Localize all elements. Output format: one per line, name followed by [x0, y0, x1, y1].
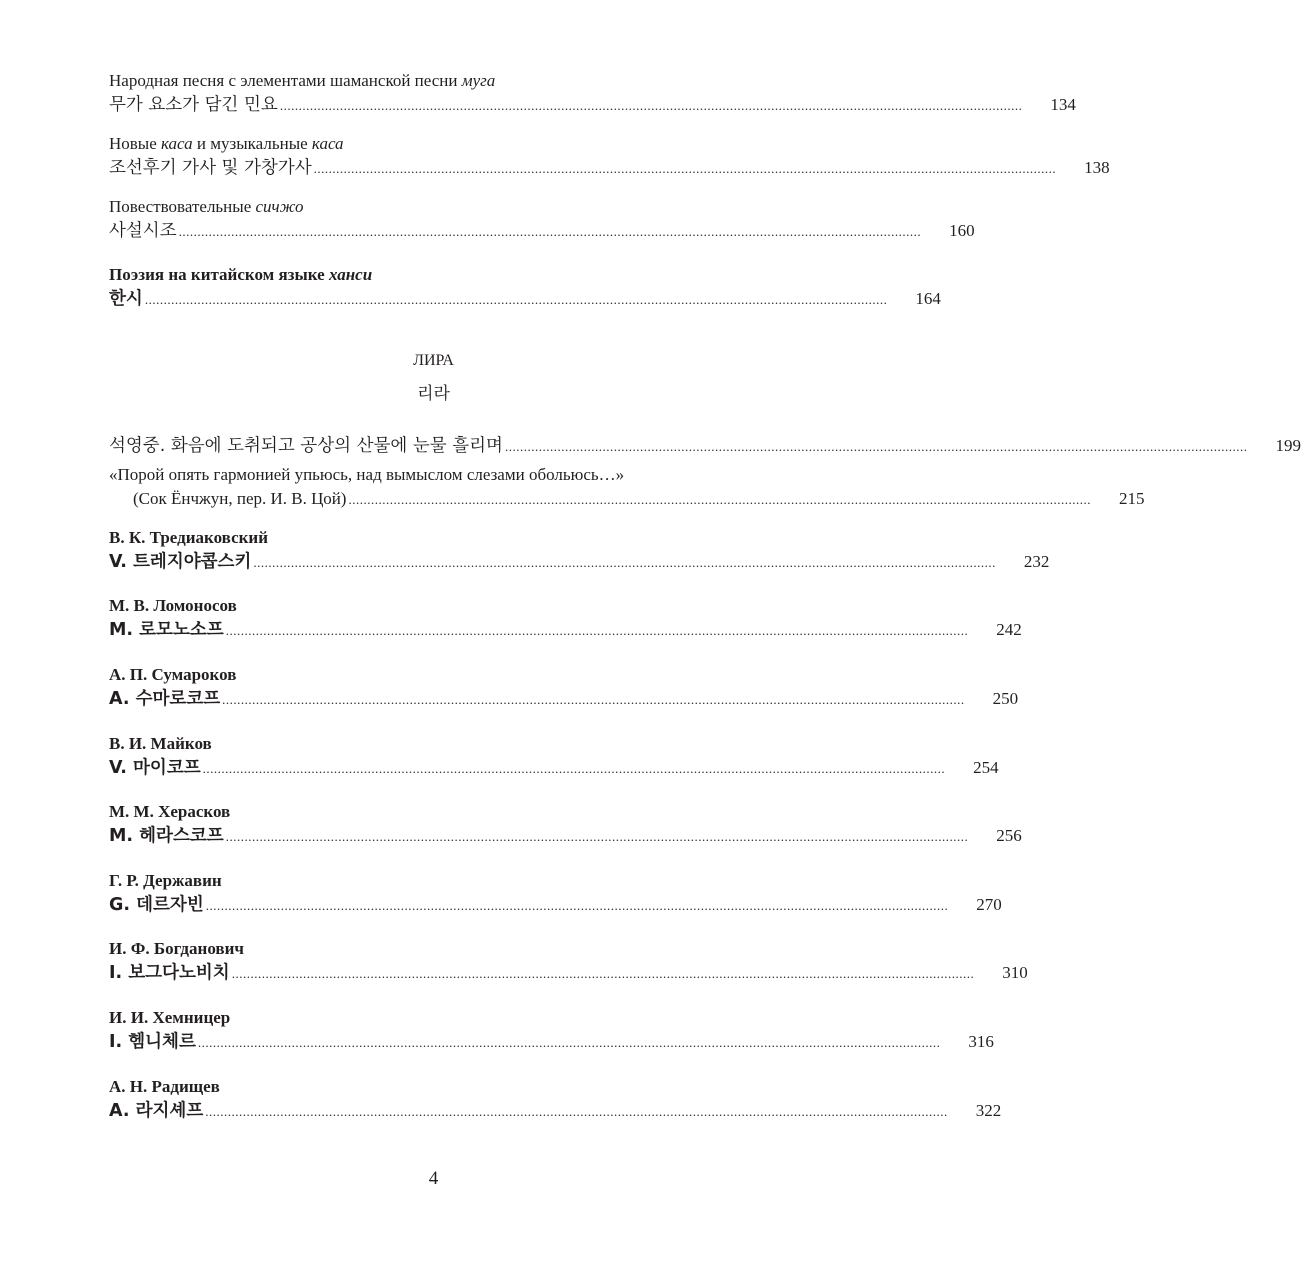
page-number: 164 [915, 289, 941, 308]
page-number: 160 [949, 221, 975, 240]
author-entry [109, 594, 1022, 642]
page-number: 256 [996, 826, 1022, 845]
page-number: 270 [976, 895, 1002, 914]
dot-leader: ...................................................................................................................................................................................................... [348, 492, 1091, 507]
author-ko-name: I. 헴니체르 [109, 1032, 196, 1052]
author-ko-name: I. 보그다노비치 [109, 963, 230, 983]
section-title-ru: ЛИРА [413, 352, 454, 369]
dot-leader: ...................................................................................................................................................................................................... [253, 555, 996, 570]
entry-ko-title: 사설시조 [109, 221, 177, 241]
page-number: 134 [1050, 95, 1076, 114]
page-number: 250 [992, 689, 1019, 708]
dot-leader: ...................................................................................................................................................................................................... [225, 623, 969, 638]
author-entry [109, 1006, 994, 1054]
section-title-ko: 리라 [417, 384, 450, 404]
toc-entry [109, 263, 941, 311]
entry-ko-title: 조선후기 가사 및 가창가사 [109, 158, 312, 178]
author-ru-name: И. Ф. Богданович [109, 939, 244, 958]
toc-entry [109, 132, 1110, 180]
dot-leader: ...................................................................................................................................................................................................... [197, 1035, 941, 1050]
entry-ko-line[interactable] [109, 93, 1076, 117]
dot-leader: ...................................................................................................................................................................................................... [178, 224, 922, 239]
author-ko-line[interactable] [109, 756, 999, 780]
entry-ru-title: Новые каса и музыкальные каса [109, 134, 344, 153]
author-ko-name: V. 트레지야콥스키 [109, 552, 252, 572]
entry-ru-title: Повествовательные сичжо [109, 197, 304, 216]
entry-ru-title: «Порой опять гармонией упьюсь, над вымыслом слезами обольюсь…» [109, 465, 625, 484]
author-ko-line[interactable] [109, 687, 1019, 711]
dot-leader: ...................................................................................................................................................................................................... [225, 829, 969, 844]
dot-leader: ...................................................................................................................................................................................................... [202, 761, 946, 776]
entry-ko-title: 석영중. 화음에 도취되고 공상의 산물에 눈물 흘리며 [109, 436, 503, 456]
page-number: 316 [968, 1032, 994, 1051]
author-entry [109, 526, 1050, 574]
dot-leader: ...................................................................................................................................................................................................... [205, 898, 949, 913]
author-ko-line[interactable] [109, 1030, 994, 1054]
author-ru-name: В. К. Тредиаковский [109, 528, 268, 547]
toc-entry [109, 69, 1076, 117]
author-ko-line[interactable] [109, 618, 1022, 642]
author-ko-line[interactable] [109, 961, 1028, 985]
toc-entry [109, 195, 975, 243]
author-ko-line[interactable] [109, 824, 1022, 848]
author-ru-name: А. П. Сумароков [109, 665, 237, 684]
dot-leader: ...................................................................................................................................................................................................... [504, 439, 1248, 454]
author-ko-name: A. 라지셰프 [109, 1101, 204, 1121]
author-ko-name: A. 수마로코프 [109, 689, 221, 709]
page-number: 254 [973, 758, 999, 777]
page-number: 199 [1275, 436, 1301, 455]
author-ru-name: М. В. Ломоносов [109, 596, 237, 615]
author-entry [109, 869, 1002, 917]
dot-leader: ...................................................................................................................................................................................................... [144, 292, 888, 307]
author-ru-name: В. И. Майков [109, 734, 212, 753]
author-ko-line[interactable] [109, 550, 1050, 574]
author-ru-name: М. М. Херасков [109, 802, 231, 821]
page-number: 215 [1118, 489, 1145, 508]
author-entry [109, 937, 1028, 985]
entry-ko-line[interactable] [109, 287, 941, 311]
page-number: 310 [1002, 963, 1028, 982]
toc-page [109, 0, 1301, 1263]
entry-ko-title: 무가 요소가 담긴 민요 [109, 95, 278, 115]
author-ru-name: И. И. Хемницер [109, 1008, 231, 1027]
toc-entry [109, 463, 1145, 511]
author-ko-name: M. 로모노소프 [109, 620, 224, 640]
entry-ko-line[interactable] [109, 219, 975, 243]
entry-ko-title: 한시 [109, 289, 143, 309]
dot-leader: ...................................................................................................................................................................................................... [231, 966, 975, 981]
page-number: 322 [975, 1101, 1002, 1120]
author-entry [109, 663, 1019, 711]
entry-ko-line[interactable] [109, 434, 1301, 458]
dot-leader: ...................................................................................................................................................................................................... [222, 692, 965, 707]
author-ko-name: V. 마이코프 [109, 758, 201, 778]
author-entry [109, 800, 1022, 848]
dot-leader: ...................................................................................................................................................................................................... [313, 161, 1057, 176]
page-number: 242 [996, 620, 1022, 639]
author-ru-name: А. Н. Радищев [109, 1077, 220, 1096]
entry-ru-subline[interactable] [109, 487, 1145, 511]
author-ko-line[interactable] [109, 1099, 1002, 1123]
author-ko-name: M. 헤라스코프 [109, 826, 224, 846]
dot-leader: ...................................................................................................................................................................................................... [279, 98, 1023, 113]
entry-ko-line[interactable] [109, 156, 1110, 180]
page-number: 138 [1084, 158, 1110, 177]
author-entry [109, 1075, 1002, 1123]
page-number: 232 [1023, 552, 1050, 571]
dot-leader: ...................................................................................................................................................................................................... [205, 1104, 948, 1119]
author-ru-name: Г. Р. Державин [109, 871, 222, 890]
author-ko-line[interactable] [109, 893, 1002, 917]
entry-ru-title: Народная песня с элементами шаманской песни муга [109, 71, 496, 90]
entry-ru-title: Поэзия на китайском языке ханси [109, 265, 373, 284]
page-folio: 4 [428, 1168, 439, 1189]
author-entry [109, 732, 999, 780]
entry-ru-credit: (Сок Ёнчжун, пер. И. В. Цой) [133, 489, 347, 508]
author-ko-name: G. 데르자빈 [109, 895, 204, 915]
toc-entry [109, 434, 1301, 458]
